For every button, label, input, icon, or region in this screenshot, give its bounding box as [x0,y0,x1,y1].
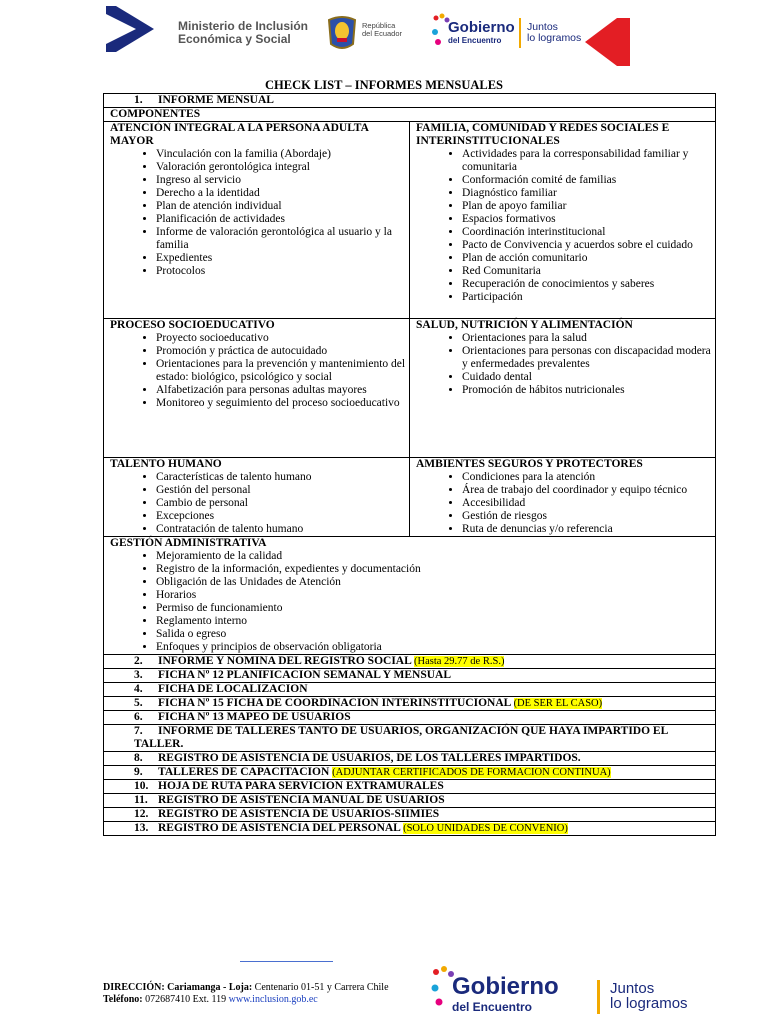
list-item: • Registro de la información, expedientes y documentación [156,563,715,576]
list-item: • Actividades para la corresponsabilidad familiar y comunitaria [462,148,715,174]
footer-divider [597,980,600,1014]
item-label: FICHA Nº 12 PLANIFICACION SEMANAL Y MENSUAL [158,669,452,681]
list-item: • Plan de acción comunitario [462,252,715,265]
footer-slogan-line-2: lo logramos [610,995,688,1012]
numbered-row [104,725,716,752]
componentes-row [104,108,716,122]
gobierno-footer-mark-icon [430,966,454,1014]
item-number: 4. [134,683,143,695]
section-title: SALUD, NUTRICIÓN Y ALIMENTACIÓN [416,319,633,331]
republica-line-2: del Ecuador [362,29,403,38]
item-number: 11. [134,794,148,806]
list-item: • Condiciones para la atención [462,471,715,484]
section-talento [104,458,410,537]
website-link[interactable]: www.inclusion.gob.ec [228,994,318,1005]
list-item: • Valoración gerontológica integral [156,161,409,174]
gobierno-divider [519,18,521,48]
republica-ecuador [362,22,402,38]
section-list [416,471,715,536]
item-label: HOJA DE RUTA PARA SERVICION EXTRAMURALES [158,780,444,792]
list-item: • Alfabetización para personas adultas mayores [156,384,409,397]
list-item: • Protocolos [156,265,409,278]
item-label: FICHA Nº 15 FICHA DE COORDINACION INTERINSTITUCIONAL [158,697,511,709]
list-item: • Pacto de Convivencia y acuerdos sobre el cuidado [462,239,715,252]
item-number: 3. [134,669,143,681]
section-gestion [104,537,716,655]
footer-slogan-line-1: Juntos [610,980,655,997]
list-item: • Salida o egreso [156,628,715,641]
list-item: • Participación [462,291,715,304]
section-row [104,319,716,458]
section-ambientes [410,458,716,537]
list-item: • Cambio de personal [156,497,409,510]
section-list [110,550,715,654]
highlight-note: (Hasta 29.77 de R.S.) [414,656,505,667]
red-arrow-graphic-icon [585,18,630,66]
list-item: • Mejoramiento de la calidad [156,550,715,563]
ministry-line-1: Ministerio de Inclusión [178,19,309,33]
footer-gobierno-name: Gobierno [452,973,559,1000]
section-proceso [104,319,410,458]
list-item: • Promoción de hábitos nutricionales [462,384,715,397]
list-item: • Plan de atención individual [156,200,409,213]
list-item: • Ruta de denuncias y/o referencia [462,523,715,536]
phone-label: Teléfono: [103,994,143,1005]
numbered-cell [104,822,716,836]
numbered-cell [104,725,716,752]
item-1-cell [104,94,716,108]
section-title: FAMILIA, COMUNIDAD Y REDES SOCIALES E INTERINSTITUCIONALES [416,122,670,147]
section-familia [410,122,716,319]
mies-logo-icon [106,6,156,52]
list-item: • Reglamento interno [156,615,715,628]
item-label: REGISTRO DE ASISTENCIA MANUAL DE USUARIOS [158,794,445,806]
section-title: AMBIENTES SEGUROS Y PROTECTORES [416,458,643,470]
list-item: • Características de talento humano [156,471,409,484]
numbered-row [104,711,716,725]
republica-line-1: República [362,21,396,30]
section-list [416,148,715,304]
numbered-row [104,669,716,683]
document-title: CHECK LIST – INFORMES MENSUALES [264,78,503,92]
item-label: FICHA Nº 13 MAPEO DE USUARIOS [158,711,351,723]
checklist-table [103,93,716,836]
item-label: TALLERES DE CAPACITACION [158,766,330,778]
numbered-cell [104,655,716,669]
section-title: ATENCIÓN INTEGRAL A LA PERSONA ADULTA MAYOR [110,122,369,147]
item-number: 10. [134,780,149,792]
list-item: • Orientaciones para la salud [462,332,715,345]
item-label: INFORME Y NOMINA DEL REGISTRO SOCIAL [158,655,412,667]
slogan-line-1: Juntos [527,21,558,33]
section-salud [410,319,716,458]
numbered-row [104,655,716,669]
numbered-row [104,766,716,780]
footer-contact [103,982,389,1006]
list-item: • Horarios [156,589,715,602]
list-item: • Diagnóstico familiar [462,187,715,200]
item-number: 7. [134,725,143,737]
item-label: REGISTRO DE ASISTENCIA DE USUARIOS, DE LOS TALLERES IMPARTIDOS. [158,752,581,764]
section-row [104,458,716,537]
numbered-row [104,822,716,836]
section-title: GESTIÓN ADMINISTRATIVA [110,537,267,549]
item-label: FICHA DE LOCALIZACION [158,683,308,695]
list-item: • Contratación de talento humano [156,523,409,536]
section-title: PROCESO SOCIOEDUCATIVO [110,319,275,331]
gobierno-slogan [527,22,581,44]
numbered-cell [104,808,716,822]
address-label: DIRECCIÓN: Cariamanga - Loja: [103,982,253,993]
section-atencion [104,122,410,319]
section-list [110,148,409,278]
list-item: • Enfoques y principios de observación obligatoria [156,641,715,654]
item-number: 5. [134,697,143,709]
list-item: • Derecho a la identidad [156,187,409,200]
list-item: • Vinculación con la familia (Abordaje) [156,148,409,161]
list-item: • Excepciones [156,510,409,523]
list-item: • Proyecto socioeducativo [156,332,409,345]
footer-separator [240,961,333,962]
numbered-row [104,683,716,697]
numbered-cell [104,794,716,808]
list-item: • Promoción y práctica de autocuidado [156,345,409,358]
section-list [416,332,715,397]
list-item: • Obligación de las Unidades de Atención [156,576,715,589]
gobierno-name: Gobierno [448,19,515,36]
list-item: • Espacios formativos [462,213,715,226]
list-item: • Informe de valoración gerontológica al usuario y la familia [156,226,409,252]
numbered-cell [104,780,716,794]
list-item: • Orientaciones para la prevención y mantenimiento del estado: biológico, psicológico y social [156,358,409,384]
list-item: • Conformación comité de familias [462,174,715,187]
section-list [110,332,409,410]
numbered-row [104,752,716,766]
numbered-cell [104,752,716,766]
list-item: • Expedientes [156,252,409,265]
list-item: • Permiso de funcionamiento [156,602,715,615]
numbered-row [104,794,716,808]
list-item: • Orientaciones para personas con discapacidad modera y enfermedades prevalentes [462,345,715,371]
gobierno-mark-icon [430,12,450,52]
numbered-cell [104,711,716,725]
highlight-note: (DE SER EL CASO) [513,698,603,709]
footer-gobierno-subtitle: del Encuentro [452,1000,533,1014]
list-item: • Red Comunitaria [462,265,715,278]
item-number: 6. [134,711,143,723]
section-row [104,537,716,655]
item-1-row [104,94,716,108]
list-item: • Gestión del personal [156,484,409,497]
section-list [110,471,409,536]
item-label: INFORME DE TALLERES TANTO DE USUARIOS, ORGANIZACIÓN QUE HAYA IMPARTIDO EL TALLER. [134,725,668,750]
list-item: • Coordinación interinstitucional [462,226,715,239]
highlight-note: (ADJUNTAR CERTIFICADOS DE FORMACION CONTINUA) [332,767,611,778]
address-value: Centenario 01-51 y Carrera Chile [254,982,389,993]
item-number: 2. [134,655,143,667]
list-item: • Planificación de actividades [156,213,409,226]
list-item: • Accesibilidad [462,497,715,510]
list-item: • Recuperación de conocimientos y saberes [462,278,715,291]
page-header [0,0,768,70]
list-item: • Área de trabajo del coordinador y equipo técnico [462,484,715,497]
section-row [104,122,716,319]
numbered-cell [104,669,716,683]
item-number: 13. [134,822,149,834]
ecuador-coat-of-arms-icon [325,14,359,52]
item-number: 1. [134,94,143,106]
componentes-heading: COMPONENTES [104,108,716,122]
ministry-line-2: Económica y Social [178,31,291,46]
highlight-note: (SOLO UNIDADES DE CONVENIO) [403,823,568,834]
item-label: REGISTRO DE ASISTENCIA DEL PERSONAL [158,822,401,834]
gobierno-subtitle: del Encuentro [448,36,502,45]
list-item: • Gestión de riesgos [462,510,715,523]
list-item: • Monitoreo y seguimiento del proceso socioeducativo [156,397,409,410]
item-label: INFORME MENSUAL [158,94,274,106]
list-item: • Ingreso al servicio [156,174,409,187]
numbered-cell [104,697,716,711]
numbered-items [104,655,716,836]
ministry-name [178,20,308,45]
phone-value: 072687410 Ext. 119 [145,994,227,1005]
numbered-cell [104,683,716,697]
item-number: 12. [134,808,149,820]
numbered-row [104,808,716,822]
slogan-line-2: lo logramos [527,32,582,44]
item-number: 8. [134,752,143,764]
item-number: 9. [134,766,143,778]
list-item: • Plan de apoyo familiar [462,200,715,213]
numbered-cell [104,766,716,780]
footer-slogan [610,981,688,1011]
list-item: • Cuidado dental [462,371,715,384]
numbered-row [104,697,716,711]
item-label: REGISTRO DE ASISTENCIA DE USUARIOS-SIIMIES [158,808,440,820]
numbered-row [104,780,716,794]
section-title: TALENTO HUMANO [110,458,222,470]
